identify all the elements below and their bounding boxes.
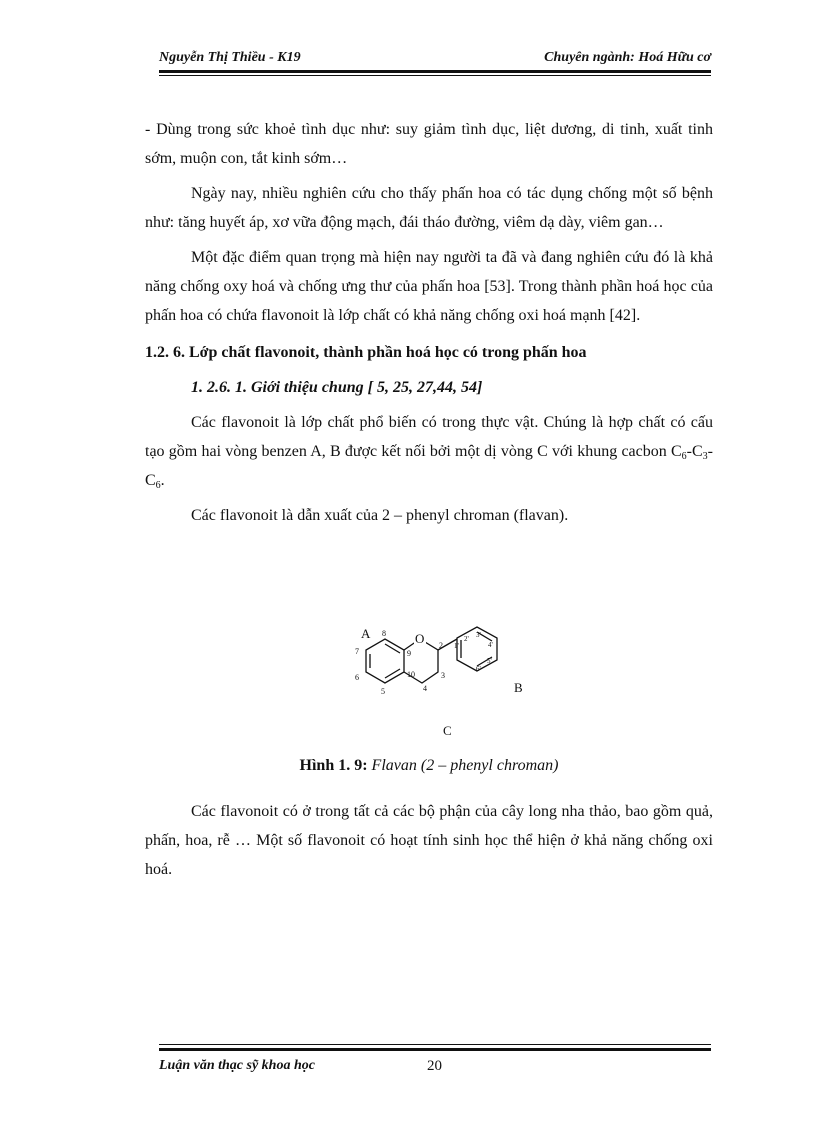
paragraph-sexual-health: - Dùng trong sức khoẻ tình dục như: suy giảm tình dục, liệt dương, di tinh, xuất tinh sớm, muộn con, tắt kinh sớm…: [145, 121, 713, 167]
footer-rule-thin: [159, 1044, 711, 1045]
flavan-structure-figure: [345, 618, 545, 748]
header-author: Nguyễn Thị Thiều - K19: [159, 50, 301, 65]
oxygen-label: O: [415, 631, 425, 646]
paragraph-flavonoit-structure: Các flavonoit là lớp chất phổ biến có trong thực vật. Chúng là hợp chất có cấu tạo gồm hai vòng benzen A, B được kết nối bởi một dị vòng C với khung cacbon $C_6-C_3-C_6$.: [145, 414, 713, 491]
svg-text:4: 4: [423, 684, 427, 693]
svg-text:3': 3': [476, 631, 481, 639]
svg-text:5: 5: [381, 687, 385, 696]
subsection-heading: 1. 2.6. 1. Giới thiệu chung [ 5, 25, 27,44, 54]: [191, 379, 483, 396]
svg-text:8: 8: [382, 629, 386, 638]
svg-text:5': 5': [487, 657, 492, 665]
main-content: [145, 115, 713, 530]
svg-text:4': 4': [488, 641, 493, 649]
header-rule-thick: [159, 70, 711, 73]
svg-text:9: 9: [407, 649, 411, 658]
svg-text:10: 10: [407, 670, 415, 679]
svg-text:7: 7: [355, 647, 359, 656]
svg-text:6: 6: [355, 673, 359, 682]
page-footer: [159, 1044, 711, 1084]
paragraph-flavan: Các flavonoit là dẫn xuất của 2 – phenyl chroman (flavan).: [191, 507, 569, 524]
figure-caption: [145, 757, 713, 775]
page-number: 20: [427, 1058, 442, 1074]
svg-text:1': 1': [454, 642, 459, 650]
ring-a-hexagon: [366, 639, 404, 683]
page-header: [159, 44, 711, 72]
svg-text:2': 2': [464, 635, 469, 643]
ring-label-b: B: [514, 680, 523, 695]
section-heading: 1.2. 6. Lớp chất flavonoit, thành phần hoá học có trong phấn hoa: [145, 344, 587, 361]
paragraph-flavonoit-occurrence: Các flavonoit có ở trong tất cả các bộ phận của cây long nha thảo, bao gồm quả, phấn, hoa, rễ … Một số flavonoit có hoạt tính sinh học thể hiện ở khả năng chống oxi hoá.: [145, 803, 713, 878]
ring-label-a: A: [361, 626, 371, 641]
svg-text:2: 2: [439, 641, 443, 650]
svg-text:6': 6': [476, 665, 481, 673]
paragraph-antioxidant: Một đặc điểm quan trọng mà hiện nay người ta đã và đang nghiên cứu đó là khả năng chống oxy hoá và chống ưng thư của phấn hoa [53]. Trong thành phần hoá học của phấn hoa có chứa flavonoit là lớp chất có khả năng chống oxi hoá mạnh [42].: [145, 249, 713, 324]
header-major: Chuyên ngành: Hoá Hữu cơ: [544, 50, 711, 65]
footer-rule-thick: [159, 1048, 711, 1051]
caption-text: Flavan (2 – phenyl chroman): [367, 757, 559, 774]
main-content-continued: [145, 797, 713, 884]
paragraph-diseases: Ngày nay, nhiều nghiên cứu cho thấy phấn hoa có tác dụng chống một số bệnh như: tăng huyết áp, xơ vữa động mạch, đái tháo đường, viêm dạ dày, viêm gan…: [145, 185, 713, 231]
ring-label-c: C: [443, 723, 452, 738]
svg-text:3: 3: [441, 671, 445, 680]
footer-thesis-title: Luận văn thạc sỹ khoa học: [159, 1058, 315, 1073]
caption-label: Hình 1. 9:: [299, 757, 368, 774]
header-rule-thin: [159, 75, 711, 76]
